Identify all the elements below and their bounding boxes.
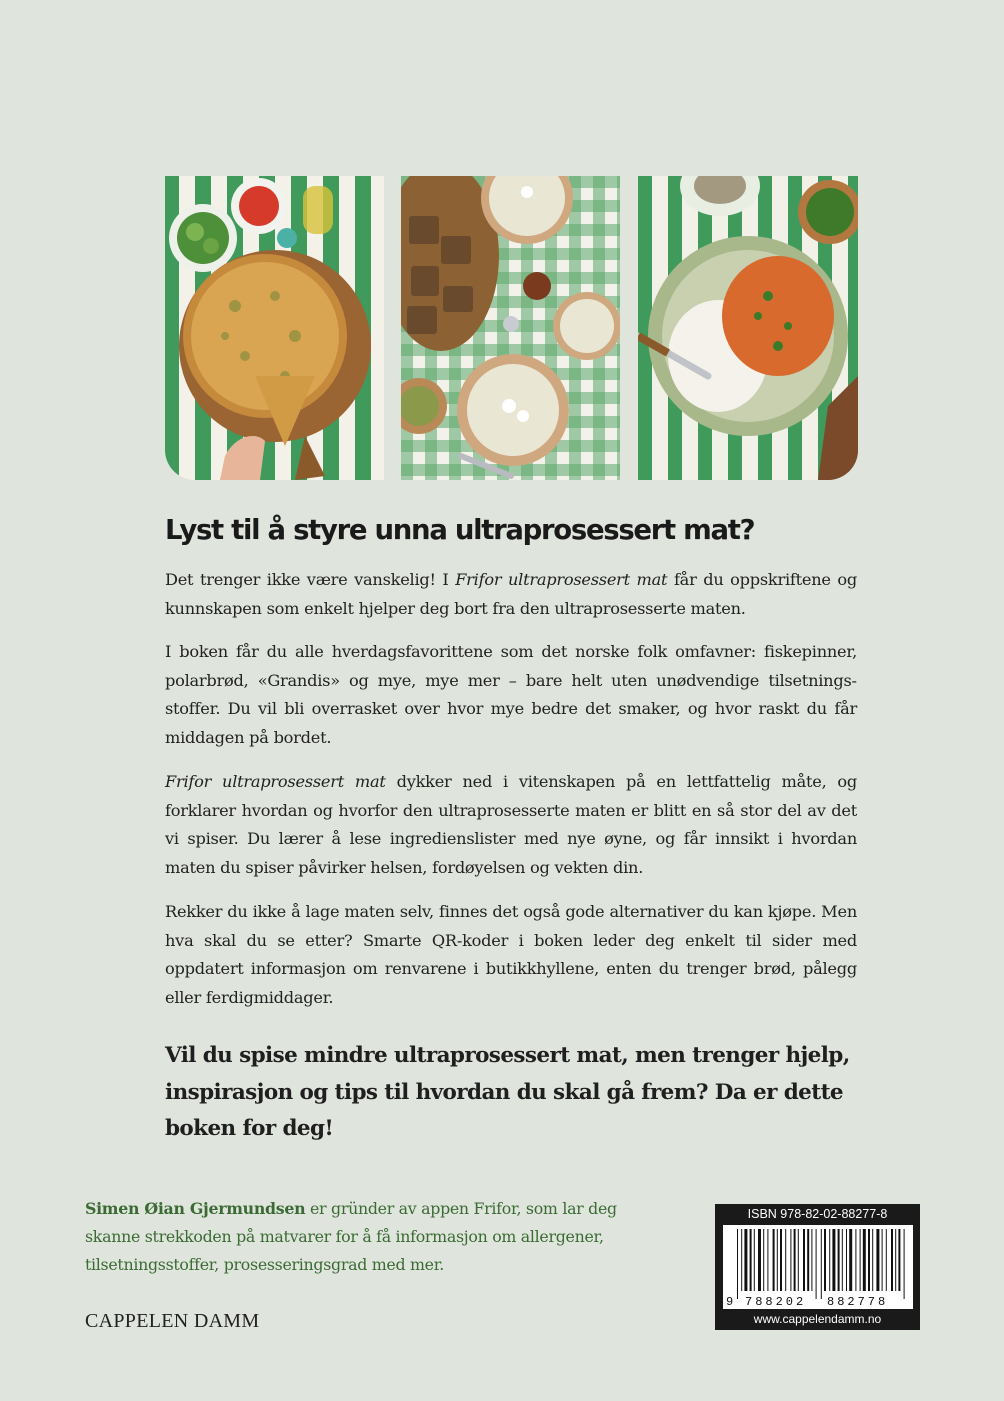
photo-soup — [401, 176, 620, 480]
barcode-bar — [891, 1229, 893, 1291]
barcode-bar — [821, 1229, 822, 1299]
barcode-bar — [790, 1229, 791, 1291]
photo-curry — [638, 176, 858, 480]
publisher-url: www.cappelendamm.no — [753, 1312, 882, 1326]
barcode-bar — [872, 1229, 873, 1291]
paragraph-science-text: dykker ned i vitenskapen på en lettfattelig måte, og forklarer hvordan og hvorfor den ultraprosesserte maten er blitt en så stor del av det vi spiser. Du lærer å lese ingredienslister med nye øyne, og får innsikt i hvordan maten du spiser påvirker helsen, fordøyelsen og vekten din. — [165, 772, 857, 877]
barcode-bar — [758, 1229, 761, 1291]
paragraph-intro-b: får du oppskriftene og kunnskapen som enkelt hjelper deg bort fra den ultraprosesserte maten. — [165, 570, 857, 618]
barcode-bar — [803, 1229, 805, 1291]
barcode-digits-right: 882778 — [827, 1295, 889, 1309]
book-title-italic: Frifor ultraprosessert mat — [455, 570, 668, 589]
isbn-number: ISBN 978-82-02-88277-8 — [747, 1207, 888, 1221]
barcode-bar — [863, 1229, 866, 1291]
barcode-bar — [895, 1229, 896, 1291]
barcode-bar — [846, 1229, 847, 1291]
paragraph-favorites: I boken får du alle hverdagsfavorittene som det norske folk omfavner: fiskepinner, polarbrød, «Grandis» og mye, mye mer – bare helt uten unødvendige tilsetningsstoffer. Du vil bli overrasket over hvor mye bedre det smaker, og hvor raskt du får middagen på bordet. — [165, 642, 857, 747]
barcode-bar — [860, 1229, 861, 1291]
barcode-bars — [723, 1225, 913, 1309]
barcode-bar — [876, 1229, 879, 1291]
barcode-bar — [886, 1229, 887, 1291]
barcode-bar — [855, 1229, 856, 1291]
barcode-bar — [763, 1229, 764, 1291]
barcode-bar — [750, 1229, 752, 1291]
paragraph-science — [165, 768, 857, 882]
barcode-bar — [816, 1229, 817, 1299]
publisher-logo: CAPPELEN DAMM — [85, 1310, 260, 1332]
barcode-bar — [737, 1229, 738, 1299]
barcode-bar — [807, 1229, 809, 1291]
barcode-bar — [780, 1229, 782, 1291]
barcode-bar — [785, 1229, 786, 1291]
paragraph-intro — [165, 566, 857, 623]
barcode-bar — [904, 1229, 905, 1299]
barcode-bar — [798, 1229, 799, 1291]
barcode-bar — [811, 1229, 812, 1291]
book-title-italic: Frifor ultraprosessert mat — [165, 772, 386, 791]
barcode-bar — [824, 1229, 826, 1291]
paragraph-alternatives: Rekker du ikke å lage maten selv, finnes det også gode alternativer du kan kjøpe. Men hva skal du se etter? Smarte QR-koder i boken leder deg enkelt til sider med oppdatert informasjon om renvarene i butikkhyllene, enten du trenger brød, pålegg eller ferdigmiddager. — [165, 902, 857, 1007]
barcode-bar — [773, 1229, 775, 1291]
headline: Lyst til å styre unna ultraprosessert mat? — [165, 514, 755, 546]
barcode-bar — [777, 1229, 778, 1291]
author-name: Simen Øian Gjermundsen — [85, 1199, 306, 1218]
barcode-bar — [868, 1229, 870, 1291]
isbn-barcode — [715, 1204, 920, 1330]
barcode-bar — [744, 1229, 747, 1291]
barcode-bar — [767, 1229, 768, 1291]
barcode-bar — [829, 1229, 830, 1291]
barcode-bar — [842, 1229, 843, 1291]
barcode-bar — [849, 1229, 852, 1291]
paragraph-intro-a: Det trenger ikke være vanskelig! I — [165, 570, 456, 589]
barcode-bar — [882, 1229, 883, 1291]
barcode-digit-lead: 9 — [726, 1295, 734, 1309]
barcode-bar — [794, 1229, 796, 1291]
barcode-bar — [832, 1229, 835, 1291]
barcode-bar — [741, 1229, 742, 1291]
barcode-digits-left: 788202 — [745, 1295, 807, 1309]
barcode-area — [723, 1225, 913, 1309]
author-bio-text: er gründer av appen Frifor, som lar deg skanne strekkoden på matvarer for å få informasjon om allergener, tilsetningsstoffer, prosesseringsgrad med mer. — [85, 1199, 617, 1274]
barcode-bar — [898, 1229, 900, 1291]
barcode-bar — [838, 1229, 840, 1291]
barcode-bar — [754, 1229, 755, 1291]
photo-quiche — [165, 176, 384, 480]
author-bio — [85, 1195, 645, 1279]
callout: Vil du spise mindre ultraprosessert mat, men trenger hjelp, inspirasjon og tips til hvordan du skal gå frem? Da er dette boken for deg! — [165, 1043, 850, 1141]
